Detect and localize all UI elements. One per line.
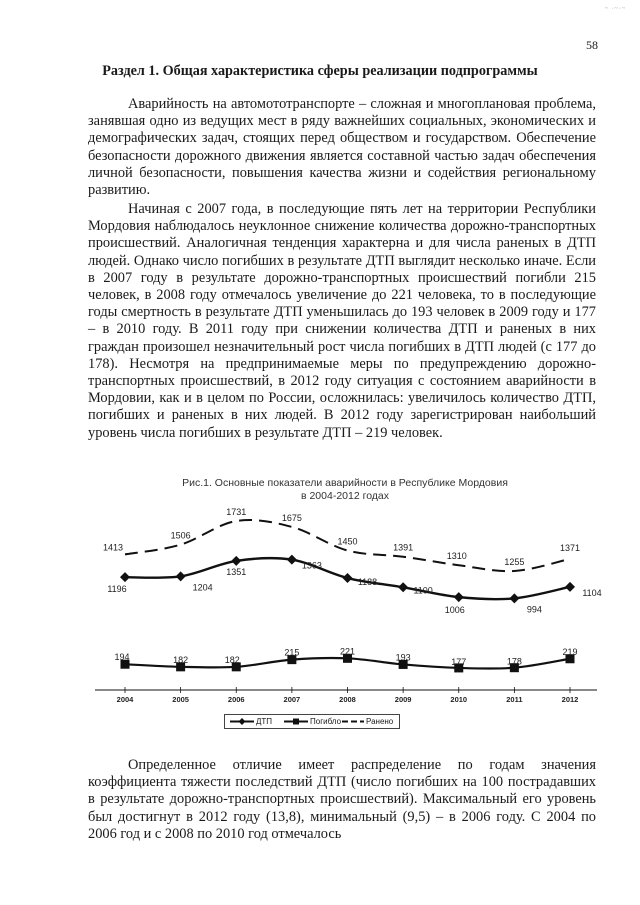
legend-item-pogiblo [283,715,347,728]
data-label-pogiblo: 215 [284,647,300,658]
data-label-dtp: 1188 [357,577,378,588]
paragraph-3: Определенное отличие имеет распределение по годам значения коэффициента тяжести последствий ДТП (число погибших на 100 пострадавших в результате дорожно-транспортных происшествий). Максимальный его уровень был достигнут в 2012 году (13,8), минимальный (9,5) – в 2006 году. С 2004 по 2006 год и с 2008 по 2010 год отмечалось [88,757,596,842]
data-label-raneno: 1731 [226,507,247,518]
data-label-raneno: 1413 [102,542,124,553]
data-point-dtp [398,582,408,592]
data-label-raneno: 1506 [170,530,191,541]
data-label-dtp: 1006 [444,605,465,616]
legend-line-pogiblo-icon [283,715,309,728]
data-label-raneno: 1675 [281,512,302,523]
data-point-dtp [231,556,241,566]
data-point-dtp [120,572,130,582]
data-label-pogiblo: 221 [339,646,356,657]
x-tick-label: 2012 [561,695,579,704]
data-label-pogiblo: 219 [562,646,578,657]
data-label-dtp: 1196 [107,584,127,595]
data-label-dtp: 1100 [413,585,433,596]
corner-mark: ~ ·~·~ [604,6,626,12]
x-tick-label: 2008 [339,695,356,704]
chart-title-line2: в 2004-2012 годах [300,490,390,502]
x-tick-label: 2011 [506,695,523,704]
legend-label-raneno: Ранено [366,717,394,726]
data-label-dtp: 1104 [582,587,602,598]
paragraph-1: Аварийность на автомототранспорте – сложная и многоплановая проблема, занявшая одно из ведущих мест в ряду важнейших социальных, экономических и демографических задач, стоящих перед обществом и государством. Обеспечение безопасности дорожного движения является составной частью задач обеспечения личной безопасности, повышения качества жизни и содействия региональному развитию. [88,96,596,199]
data-label-pogiblo: 182 [224,654,240,665]
data-label-raneno: 1310 [446,551,467,562]
data-point-dtp [287,555,297,565]
legend-label-dtp: ДТП [256,717,273,726]
data-label-dtp: 1351 [226,566,247,577]
page-number: 58 [586,38,598,52]
data-point-dtp [509,593,519,603]
data-label-pogiblo: 178 [506,656,522,667]
data-label-pogiblo: 177 [451,656,467,667]
data-point-dtp [454,592,464,602]
legend-label-pogiblo: Погибло [310,717,342,726]
data-label-raneno: 1391 [393,542,414,553]
x-tick-label: 2006 [227,695,245,704]
x-tick-label: 2010 [450,695,468,704]
x-tick-label: 2004 [116,695,134,704]
data-point-dtp [343,573,353,583]
data-label-pogiblo: 182 [173,654,189,665]
data-label-dtp: 1204 [192,582,213,593]
data-label-dtp: 994 [526,604,542,615]
legend-line-dtp-icon [229,715,255,728]
data-point-dtp [176,571,186,581]
data-point-dtp [565,582,575,592]
paragraph-2: Начиная с 2007 года, в последующие пять лет на территории Республики Мордовия наблюдалось неуклонное снижение количества дорожно-транспортных происшествий. Аналогичная тенденция характерна и для числа раненых в ДТП людей. Однако число погибших в результате ДТП выглядит несколько иначе. Если в 2007 году в результате дорожно-транспортных происшествий погибли 215 человек, в 2008 году отмечалось увеличение до 221 человека, то в последующие годы смертность в результате ДТП уменьшилась до 193 человек в 2009 году и 177 – в 2010 году. В 2011 году при снижении количества ДТП и раненых в них граждан произошел незначительный рост числа погибших в ДТП людей (с 177 до 178). Несмотря на предпринимаемые меры по предупреждению дорожно-транспортных происшествий, в 2012 году ситуация с состоянием аварийности в Мордовии, как и в целом по России, осложнилась: увеличилось количество ДТП, погибших и раненых в них людей. В 2012 году зарегистрирован наибольший уровень числа погибших в результате ДТП – 219 человек. [88,201,596,441]
legend-item-dtp [229,715,281,728]
x-tick-label: 2007 [283,695,301,704]
x-tick-label: 2005 [172,695,189,704]
data-label-raneno: 1371 [559,542,581,553]
chart-legend [224,714,400,729]
data-label-raneno: 1450 [337,536,358,547]
data-label-pogiblo: 194 [114,652,130,663]
legend-line-raneno-icon [341,715,365,728]
data-label-dtp: 1363 [301,560,322,571]
data-label-raneno: 1255 [504,556,525,567]
x-tick-label: 2009 [394,695,412,704]
data-label-pogiblo: 193 [395,652,411,663]
section-title: Раздел 1. Общая характеристика сферы реализации подпрограммы [102,63,538,79]
chart-title-line1: Рис.1. Основные показатели аварийности в Республике Мордовия [182,477,508,489]
legend-item-raneno [341,715,397,728]
